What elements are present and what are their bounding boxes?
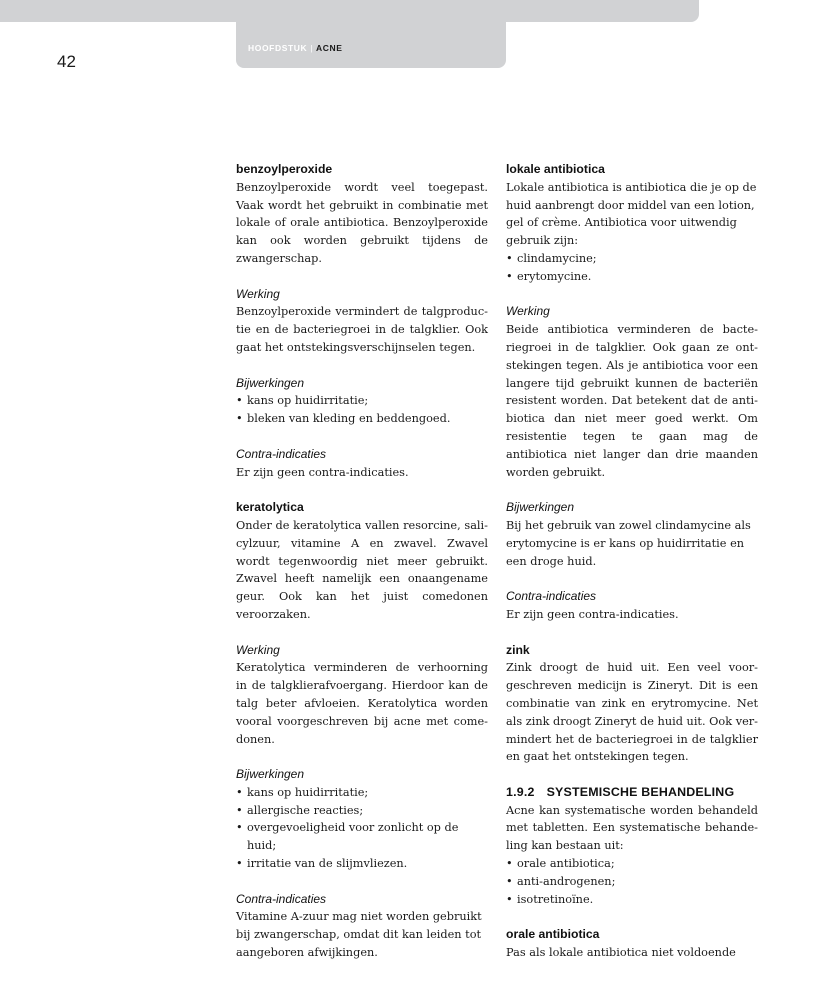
subsection-title: Bijwerkingen	[236, 375, 305, 390]
bullet-list	[236, 392, 488, 428]
subsection-title: Werking	[236, 286, 280, 301]
heading-number: 1.9.2	[506, 784, 535, 799]
subsection-title: Contra-indicaties	[236, 891, 327, 906]
left-column	[236, 161, 488, 962]
page-number: 42	[57, 52, 76, 71]
subsection-title: Bijwerkingen	[506, 500, 575, 515]
bullet-list	[506, 855, 758, 908]
list-item: • allergische reacties;	[236, 802, 488, 820]
section-systemische-behandeling	[506, 784, 758, 909]
section-benzoylperoxide	[236, 161, 488, 481]
subsection-title: Contra-indicaties	[236, 446, 327, 461]
list-item: • orale antibiotica;	[506, 855, 758, 873]
list-item: • clindamycine;	[506, 250, 758, 268]
section-orale-antibiotica	[506, 926, 758, 962]
section-title: keratolytica	[236, 500, 304, 515]
running-head	[248, 43, 343, 53]
list-item: • erytomycine.	[506, 268, 758, 286]
subsection-title: Bijwerkingen	[236, 767, 305, 782]
subsection-title: Contra-indicaties	[506, 589, 597, 604]
section-title: zink	[506, 642, 530, 657]
paragraph: Beide antibiotica verminderen de bacteriegroei in de talgklier. Ook gaan ze ontstekingen tegen. Als je antibiotica voor een langere tijd gebruikt kunnen de bacteriën resistent worden. Dat betekent dat de antibiotica dan niet meer goed werkt. Om resistentie tegen te gaan mag de antibiotica niet langer dan drie maanden worden gebruikt.	[506, 323, 758, 479]
paragraph: Zink droogt de huid uit. Een veel voorgeschreven medicijn is Zineryt. Dit is een combinatie van zink en erytromycine. Net als zink droogt Zineryt de huid uit. Ook vermindert het de bacteriegroei in de talgklier en gaat het ontstekingen tegen.	[506, 661, 758, 764]
paragraph: Bij het gebruik van zowel clindamycine als erytomycine is er kans op huidirritatie en een droge huid.	[506, 518, 751, 568]
section-title: benzoylperoxide	[236, 162, 333, 176]
running-head-tab	[236, 0, 506, 68]
paragraph: Onder de keratolytica vallen resorcine, salicylzuur, vitamine A en zwavel. Zwavel wordt tegenwoordig niet meer gebruikt. Zwavel heeft namelijk een onaangename geur. Ook kan het juist comedonen veroorzaken.	[236, 518, 488, 621]
paragraph: Acne kan systematische worden behandeld met tabletten. Een systematische behandeling kan bestaan uit:	[506, 803, 758, 853]
subsection-title: Werking	[236, 642, 280, 657]
section-title: lokale antibiotica	[506, 162, 605, 176]
subsection-title: Werking	[506, 304, 550, 319]
paragraph: Keratolytica verminderen de verhoorning in de talgklierafvoergang. Hierdoor kan de talg beter afvloeien. Keratolytica worden vooral voorgeschreven bij acne met comedonen.	[236, 661, 488, 746]
paragraph: Er zijn geen contra-indicaties.	[506, 607, 679, 621]
section-keratolytica	[236, 499, 488, 962]
chapter-heading	[506, 784, 758, 802]
running-head-section: HOOFDSTUK	[248, 43, 308, 53]
running-head-separator: |	[310, 43, 314, 53]
list-item: • irritatie van de slijmvliezen.	[236, 855, 488, 873]
paragraph: Er zijn geen contra-indicaties.	[236, 465, 409, 479]
paragraph: Vitamine A-zuur mag niet worden gebruikt bij zwangerschap, omdat dit kan leiden tot aangeboren afwijkingen.	[236, 910, 482, 960]
section-lokale-antibiotica	[506, 161, 758, 624]
right-column	[506, 161, 758, 962]
list-item: • bleken van kleding en beddengoed.	[236, 410, 488, 428]
paragraph: Pas als lokale antibiotica niet voldoende	[506, 946, 736, 960]
bullet-list	[506, 250, 758, 286]
paragraph: Benzoylperoxide vermindert de talgproductie en de bacteriegroei in de talgklier. Ook gaat het ontstekingsverschijnselen tegen.	[236, 305, 488, 354]
paragraph: Benzoylperoxide wordt veel toegepast. Vaak wordt het gebruikt in combinatie met lokale of orale antibiotica. Benzoylperoxide kan ook worden gebruikt tijdens de zwangerschap.	[236, 180, 488, 265]
section-title: orale antibiotica	[506, 927, 600, 942]
list-item: • kans op huidirritatie;	[236, 392, 488, 410]
paragraph: Lokale antibiotica is antibiotica die je op de huid aanbrengt door middel van een lotion, gel of crème. Antibiotica voor uitwendig gebruik zijn:	[506, 180, 757, 248]
running-head-chapter: ACNE	[316, 43, 343, 53]
list-item: • anti-androgenen;	[506, 873, 758, 891]
heading-text: SYSTEMISCHE BEHANDELING	[546, 784, 735, 799]
bullet-list	[236, 784, 488, 873]
list-item: • kans op huidirritatie;	[236, 784, 488, 802]
section-zink	[506, 642, 758, 767]
list-item: • overgevoeligheid voor zonlicht op de huid;	[236, 819, 488, 855]
list-item: • isotretinoïne.	[506, 891, 758, 909]
